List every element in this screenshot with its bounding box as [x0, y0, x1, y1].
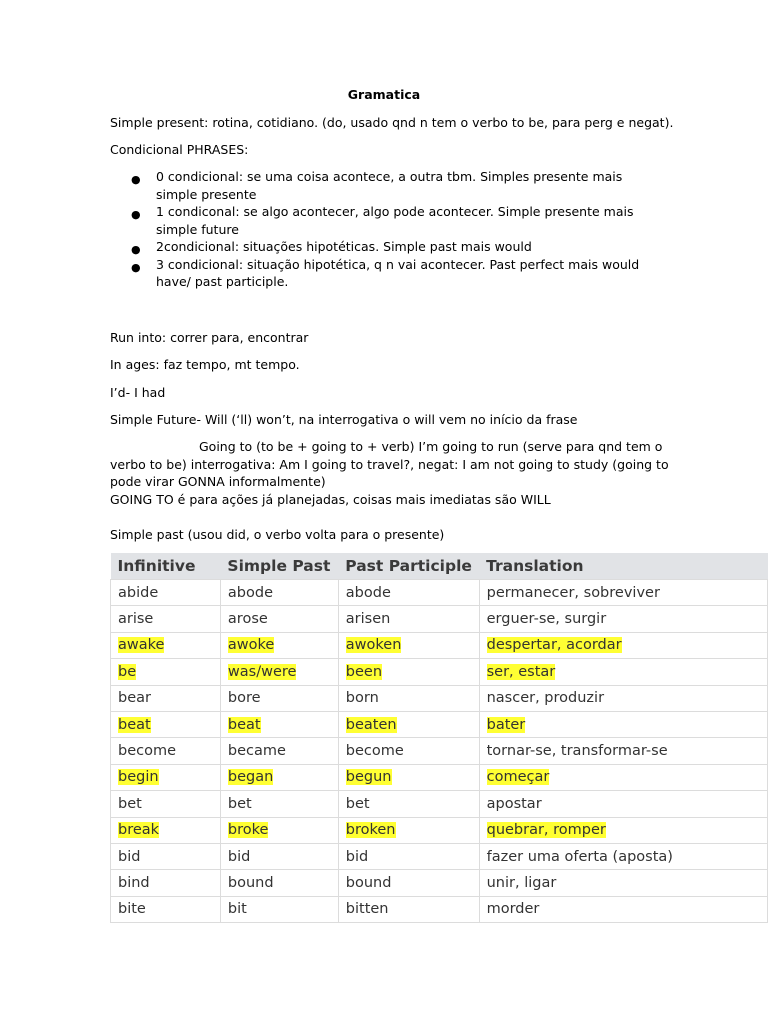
cell-text: morder	[486, 901, 540, 918]
table-cell	[479, 817, 767, 843]
table-cell	[220, 659, 338, 685]
table-header-row	[111, 553, 768, 580]
table-cell	[111, 606, 221, 632]
cell-text: bid	[227, 848, 251, 865]
table-row	[111, 659, 768, 685]
table-cell	[479, 632, 767, 658]
cell-text: abide	[118, 584, 159, 601]
cell-text: apostar	[486, 795, 542, 812]
table-cell	[479, 738, 767, 764]
cell-text: permanecer, sobreviver	[486, 584, 660, 601]
cell-text: despertar, acordar	[486, 637, 622, 654]
table-cell	[338, 632, 479, 658]
table-cell	[220, 896, 338, 922]
table-cell	[479, 791, 767, 817]
table-cell	[479, 606, 767, 632]
cell-text: became	[227, 743, 286, 760]
cell-text: beat	[118, 716, 151, 733]
cell-text: broken	[345, 822, 396, 839]
cell-text: bet	[118, 795, 142, 812]
cell-text: começar	[486, 769, 550, 786]
list-item: ● 3 condicional: situação hipotética, q n vai acontecer. Past perfect mais would have/ past participle.	[131, 256, 640, 289]
table-cell	[338, 685, 479, 711]
table-row	[111, 606, 768, 632]
cell-text: unir, ligar	[486, 874, 557, 891]
list-item: ● 2condicional: situações hipotéticas. Simple past mais would	[110, 238, 656, 256]
table-cell	[479, 580, 767, 606]
cell-text: was/were	[227, 663, 297, 680]
list-item: ● 1 condiconal: se algo acontecer, algo pode acontecer. Simple presente mais simple future	[131, 204, 634, 237]
table-row	[111, 764, 768, 790]
cell-text: become	[345, 743, 404, 760]
cell-text: arise	[118, 611, 154, 628]
table-row	[111, 817, 768, 843]
table-row	[111, 580, 768, 606]
table-cell	[111, 632, 221, 658]
cell-text: be	[118, 663, 137, 680]
table-cell	[220, 843, 338, 869]
cell-text: tornar-se, transformar-se	[486, 743, 668, 760]
table-cell	[220, 685, 338, 711]
cell-text: bind	[118, 874, 150, 891]
cell-text: bitten	[345, 901, 389, 918]
cell-text: ser, estar	[486, 663, 556, 680]
column-header: Past Participle	[338, 553, 479, 580]
cell-text: bit	[227, 901, 247, 918]
column-header: Simple Past	[220, 553, 338, 580]
table-cell	[111, 817, 221, 843]
table-cell	[479, 711, 767, 737]
cell-text: bound	[227, 874, 274, 891]
bullet-icon: ●	[131, 173, 141, 186]
list-item: ● 0 condicional: se uma coisa acontece, a outra tbm. Simples presente mais simple presente	[131, 169, 623, 202]
cell-text: nascer, produzir	[486, 690, 605, 707]
table-cell	[220, 791, 338, 817]
table-cell	[220, 580, 338, 606]
cell-text: become	[118, 743, 177, 760]
table-cell	[111, 685, 221, 711]
cell-text: bet	[345, 795, 370, 812]
table-row	[111, 791, 768, 817]
table-cell	[338, 580, 479, 606]
cell-text: awoken	[345, 637, 402, 654]
cell-text: broke	[227, 822, 269, 839]
cell-text: bite	[118, 901, 146, 918]
table-cell	[220, 764, 338, 790]
table-cell	[338, 896, 479, 922]
table-cell	[220, 817, 338, 843]
table-row	[111, 843, 768, 869]
cell-text: quebrar, romper	[486, 822, 606, 839]
table-cell	[479, 896, 767, 922]
going-to-paragraph	[110, 438, 670, 508]
cell-text: began	[227, 769, 274, 786]
table-cell	[111, 843, 221, 869]
column-header: Translation	[479, 553, 767, 580]
table-cell	[338, 711, 479, 737]
cell-text: abode	[345, 584, 391, 601]
bullet-icon: ●	[131, 243, 141, 256]
table-row	[111, 711, 768, 737]
table-cell	[338, 843, 479, 869]
cell-text: fazer uma oferta (aposta)	[486, 848, 673, 865]
table-cell	[338, 870, 479, 896]
table-cell	[111, 738, 221, 764]
cell-text: abode	[227, 584, 274, 601]
cell-text: begun	[345, 769, 392, 786]
table-cell	[479, 764, 767, 790]
table-row	[111, 896, 768, 922]
table-cell	[111, 791, 221, 817]
table-cell	[111, 580, 221, 606]
cell-text: bound	[345, 874, 392, 891]
table-cell	[338, 606, 479, 632]
table-cell	[479, 659, 767, 685]
id-line: I’d- I had	[110, 385, 166, 400]
cell-text: been	[345, 663, 383, 680]
cell-text: awoke	[227, 637, 275, 654]
cell-text: bid	[118, 848, 141, 865]
run-into-line: Run into: correr para, encontrar	[110, 330, 309, 345]
table-cell	[220, 606, 338, 632]
table-cell	[220, 632, 338, 658]
table-cell	[479, 843, 767, 869]
table-row	[111, 685, 768, 711]
irregular-verbs-table	[110, 553, 768, 923]
table-cell	[111, 764, 221, 790]
table-cell	[338, 659, 479, 685]
cell-text: bore	[227, 690, 261, 707]
cell-text: begin	[118, 769, 159, 786]
table-cell	[111, 870, 221, 896]
table-cell	[338, 738, 479, 764]
table-cell	[220, 738, 338, 764]
table-cell	[479, 870, 767, 896]
cell-text: beat	[227, 716, 261, 733]
simple-past-line: Simple past (usou did, o verbo volta para o presente)	[110, 527, 445, 542]
bullet-icon: ●	[131, 208, 141, 221]
table-cell	[111, 711, 221, 737]
table-cell	[479, 685, 767, 711]
table-cell	[338, 791, 479, 817]
going-to-note: GOING TO é para ações já planejadas, coisas mais imediatas são WILL	[110, 491, 551, 507]
going-to-text: Going to (to be + going to + verb) I’m going to run (serve para qnd tem o verbo to be) interrogativa: Am I going to travel?, negat: I am not going to study (going to pode virar GONNA informalmente)	[110, 439, 669, 489]
cell-text: bet	[227, 795, 252, 812]
table-cell	[220, 870, 338, 896]
cell-text: born	[345, 690, 379, 707]
in-ages-line: In ages: faz tempo, mt tempo.	[110, 357, 300, 372]
conditional-heading: Condicional PHRASES:	[110, 142, 249, 157]
bullet-icon: ●	[131, 260, 141, 274]
simple-future-line: Simple Future- Will (‘ll) won’t, na interrogativa o will vem no início da frase	[110, 412, 578, 427]
table-cell	[338, 817, 479, 843]
cell-text: arose	[227, 611, 268, 628]
cell-text: erguer-se, surgir	[486, 611, 607, 628]
document-title: Gramatica	[347, 87, 421, 102]
column-header: Infinitive	[111, 553, 221, 580]
cell-text: beaten	[345, 716, 397, 733]
cell-text: arisen	[345, 611, 391, 628]
cell-text: bear	[118, 690, 151, 707]
table-cell	[338, 764, 479, 790]
cell-text: awake	[118, 637, 165, 654]
table-cell	[111, 896, 221, 922]
cell-text: break	[118, 822, 160, 839]
conditional-list	[110, 168, 670, 291]
table-cell	[111, 659, 221, 685]
table-row	[111, 632, 768, 658]
cell-text: bater	[486, 716, 526, 733]
cell-text: bid	[345, 848, 369, 865]
simple-present-line: Simple present: rotina, cotidiano. (do, usado qnd n tem o verbo to be, para perg e negat).	[110, 115, 674, 130]
table-row	[111, 870, 768, 896]
table-cell	[220, 711, 338, 737]
table-row	[111, 738, 768, 764]
